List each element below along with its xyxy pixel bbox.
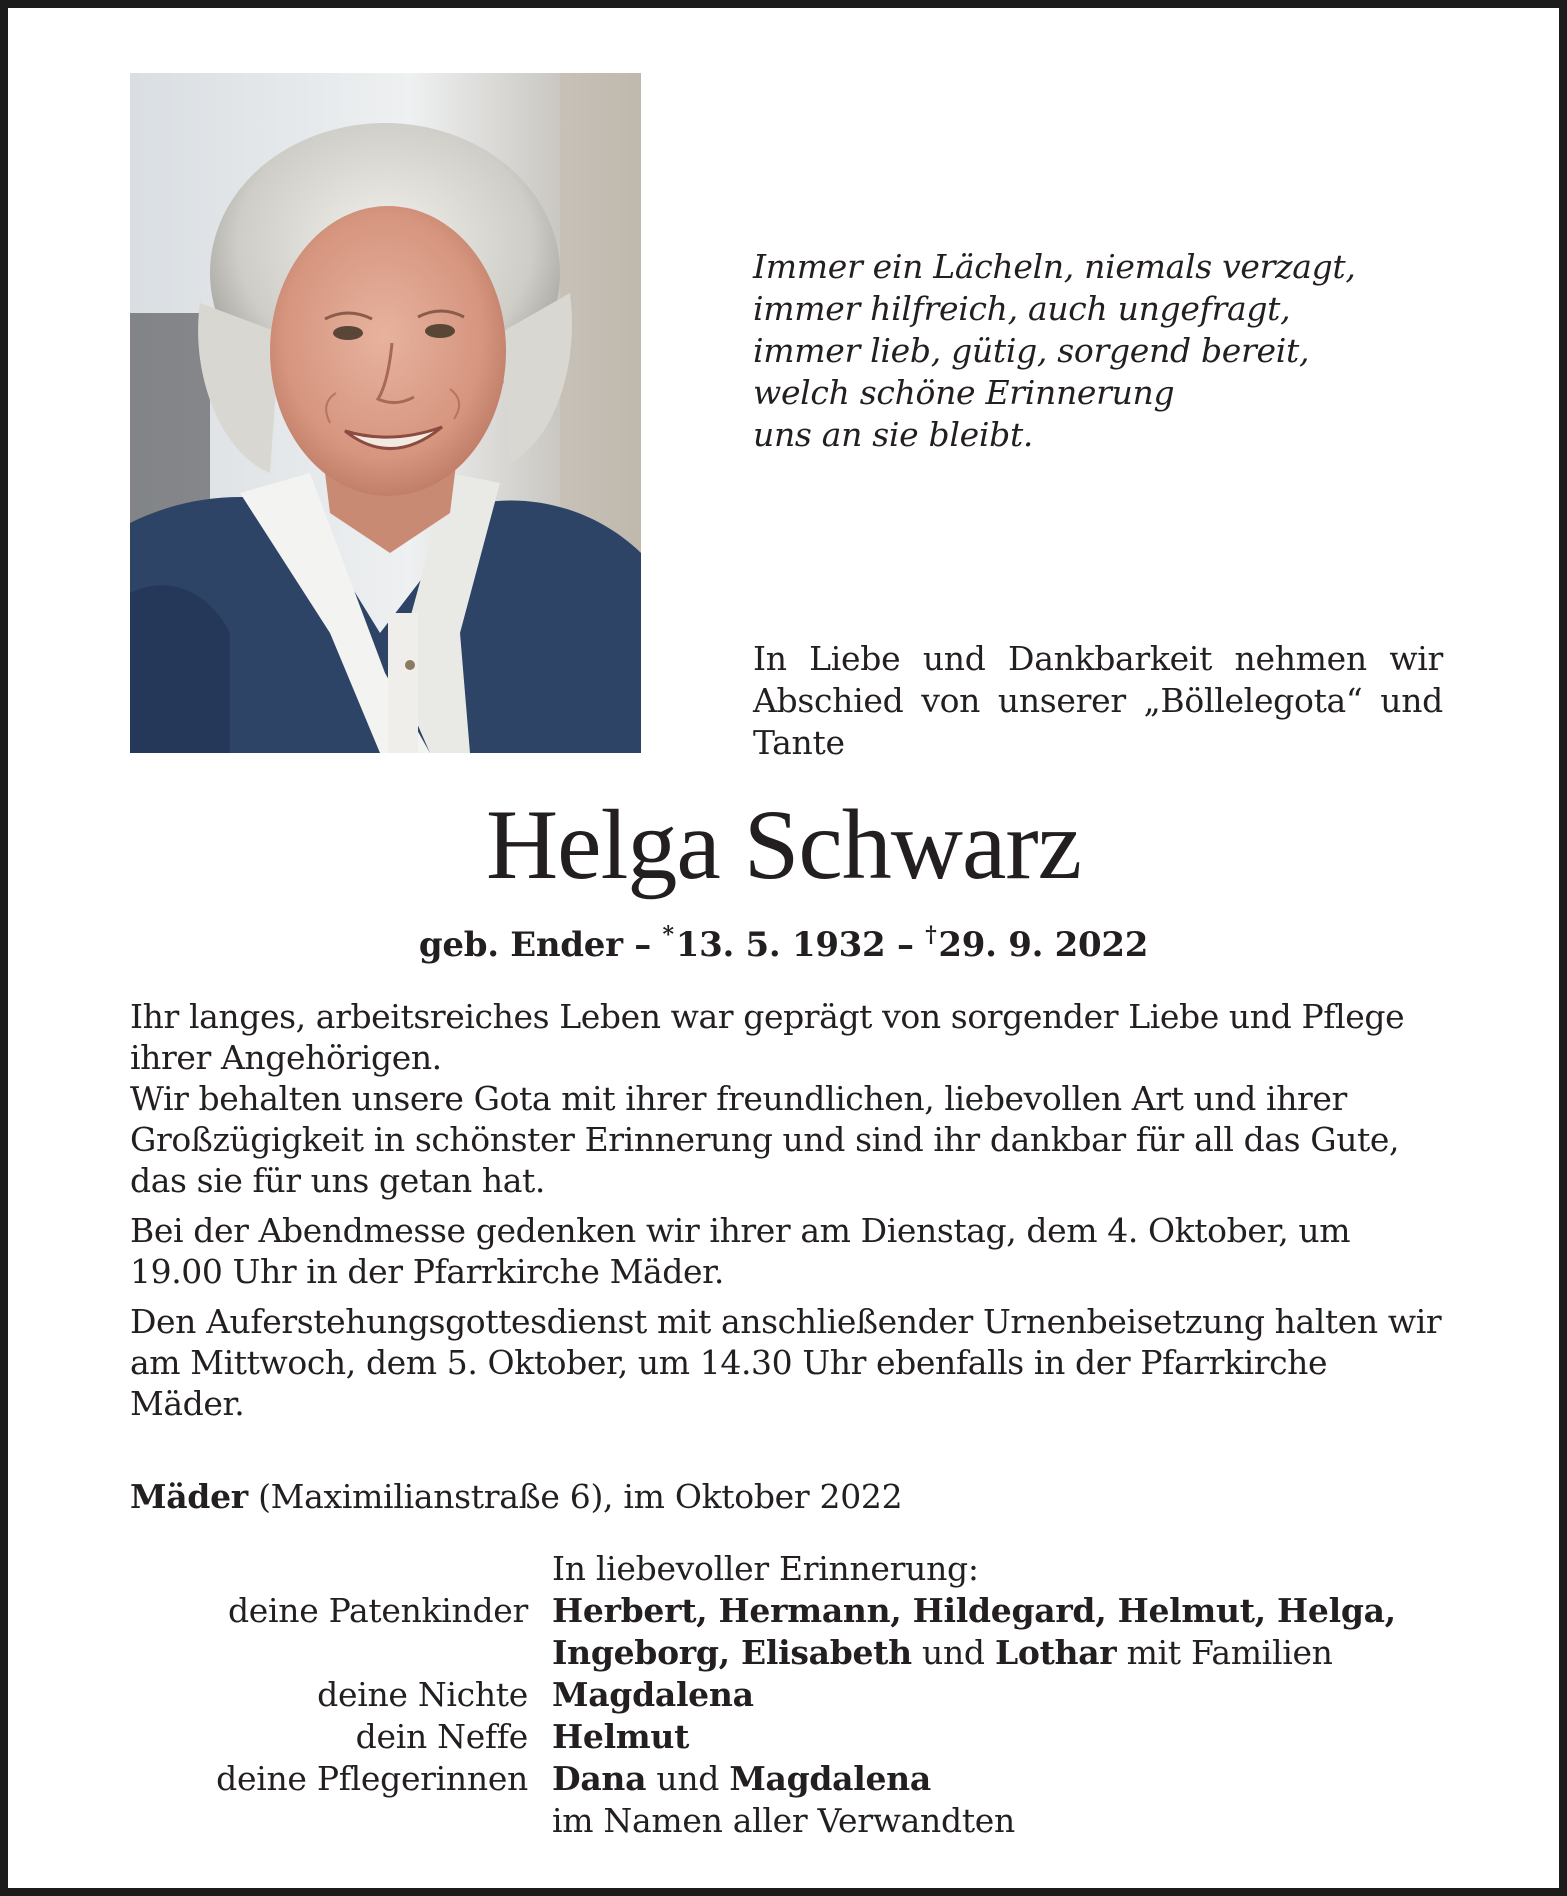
mourner-row: [130, 1590, 1442, 1632]
relation-label: deine Nichte: [317, 1675, 528, 1714]
address-date: (Maximilianstraße 6), im Oktober 2022: [247, 1477, 903, 1516]
conjunction: und: [646, 1759, 730, 1798]
portrait-photo: [130, 73, 641, 753]
relation-label: deine Pflegerinnen: [216, 1759, 528, 1798]
deceased-name: Helga Schwarz: [485, 789, 1082, 900]
conjunction: und: [911, 1633, 995, 1672]
mourner-row: [130, 1632, 1442, 1674]
mourner-names: Helmut: [552, 1717, 690, 1756]
mourner-names: Ingeborg, Elisabeth: [552, 1633, 912, 1672]
mourners-closing: im Namen aller Verwandten: [552, 1801, 1015, 1840]
mourner-names: Magdalena: [552, 1675, 754, 1714]
mourner-row: [130, 1758, 1442, 1800]
poem-line: immer hilfreich, auch ungefragt,: [753, 289, 1291, 328]
mourners-heading-row: [130, 1548, 1442, 1590]
body-paragraph: [130, 996, 1442, 1201]
separator: –: [634, 925, 651, 965]
mourner-names: Lothar: [994, 1633, 1117, 1672]
body-paragraph-text: Wir behalten unsere Gota mit ihrer freundlichen, liebevollen Art und ihrer Großzügigkeit in schönster Erinnerung und sind ihr dankbar für all das Gute, das sie für uns getan hat.: [130, 1079, 1400, 1200]
poem-line: welch schöne Erinnerung: [753, 373, 1175, 412]
body-paragraph: Bei der Abendmesse gedenken wir ihrer am Dienstag, dem 4. Oktober, um 19.00 Uhr in der Pfarrkirche Mäder.: [130, 1211, 1351, 1291]
body-paragraph-text: Ihr langes, arbeitsreiches Leben war geprägt von sorgender Liebe und Pflege ihrer Angehörigen.: [130, 997, 1405, 1077]
mourners-closing-row: [130, 1800, 1442, 1842]
birth-date: 13. 5. 1932: [675, 925, 886, 965]
family-note: mit Familien: [1116, 1633, 1333, 1672]
life-dates: [8, 913, 1559, 967]
place-and-date: [130, 1476, 902, 1518]
poem-line: uns an sie bleibt.: [753, 415, 1034, 454]
mourners-list: [130, 1548, 1442, 1842]
town-name: Mäder: [130, 1477, 248, 1516]
separator: –: [896, 925, 914, 965]
birth-star-icon: *: [662, 922, 674, 948]
portrait-illustration: [130, 73, 641, 753]
relation-label: dein Neffe: [355, 1717, 528, 1756]
mourner-names: Dana: [552, 1759, 647, 1798]
mourner-row: [130, 1674, 1442, 1716]
body-paragraph: Den Auferstehungsgottesdienst mit anschließender Urnenbeisetzung halten wir am Mittwoch, dem 5. Oktober, um 14.30 Uhr ebenfalls in der Pfarrkirche Mäder.: [130, 1302, 1442, 1423]
farewell-intro: In Liebe und Dankbarkeit nehmen wir Abschied von unserer „Böllelegota“ und Tante: [753, 639, 1443, 762]
memorial-poem: [753, 246, 1356, 456]
mourner-names: Herbert, Hermann, Hildegard, Helmut, Helga,: [552, 1591, 1396, 1630]
mourner-row: [130, 1716, 1442, 1758]
maiden-name: geb. Ender: [418, 925, 623, 965]
death-date: 29. 9. 2022: [938, 925, 1149, 965]
death-cross-icon: †: [925, 922, 937, 948]
obituary-body: [130, 996, 1442, 1433]
mourner-names: Magdalena: [729, 1759, 931, 1798]
poem-line: immer lieb, gütig, sorgend bereit,: [753, 331, 1310, 370]
relation-label: deine Patenkinder: [227, 1591, 528, 1630]
poem-line: Immer ein Lächeln, niemals verzagt,: [753, 247, 1356, 286]
mourners-heading: In liebevoller Erinnerung:: [552, 1549, 979, 1588]
